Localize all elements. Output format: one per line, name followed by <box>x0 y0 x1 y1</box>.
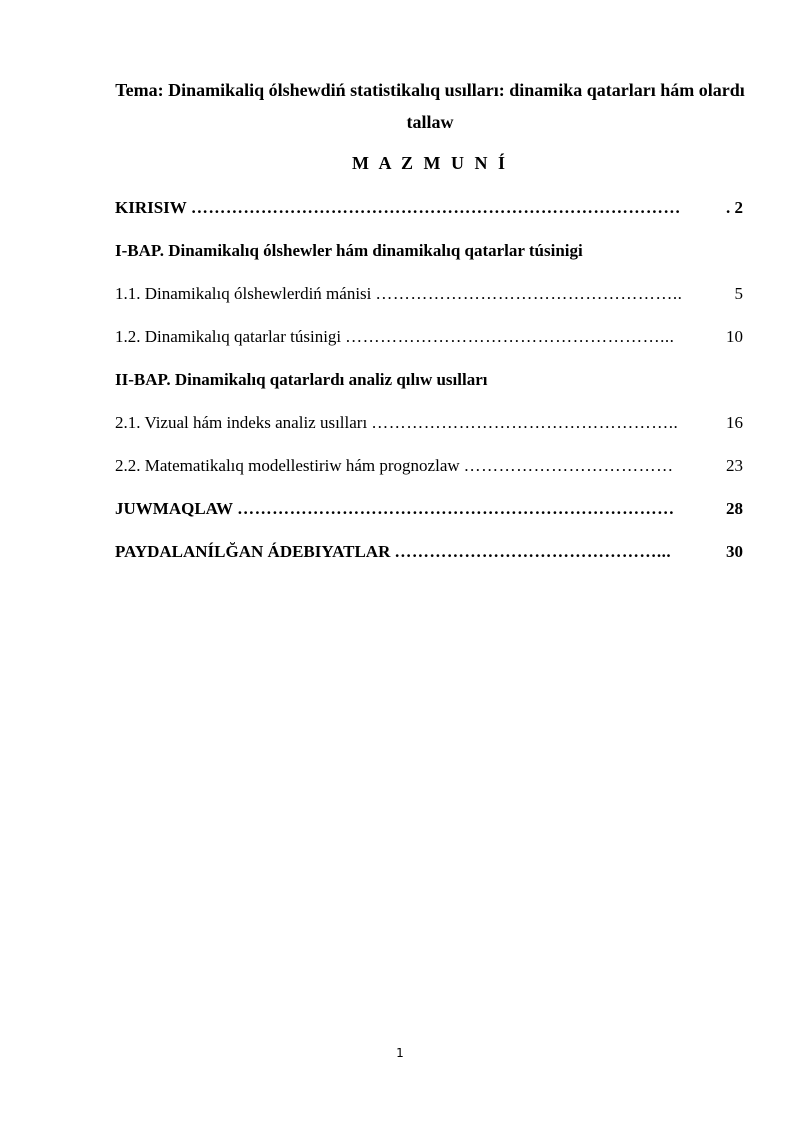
toc-leader-dots: ………………………………………………………………… <box>237 499 675 518</box>
toc-leader-dots: ………………………………………………………………………… <box>190 198 681 217</box>
toc-entry-label: 2.2. Matematikalıq modellestiriw hám prognozlaw <box>115 456 460 475</box>
toc-page-number: 23 <box>726 456 743 475</box>
toc-entry-conclusion <box>115 497 743 521</box>
toc-entry-2-1 <box>115 411 743 435</box>
toc-entry-label: 2.1. Vizual hám indeks analiz usılları <box>115 413 368 432</box>
toc-entry-1-1 <box>115 282 743 306</box>
toc-page-number: 16 <box>726 413 743 432</box>
toc-entry-intro <box>115 196 743 220</box>
toc-chapter-1: I-BAP. Dinamikalıq ólshewler hám dinamikalıq qatarlar túsinigi <box>115 241 583 260</box>
toc-leader-dots: …………………………………………….. <box>375 284 683 303</box>
toc-entry-references <box>115 540 743 564</box>
document-title: Tema: Dinamikaliq ólshewdiń statistikalıq usılları: dinamika qatarları hám olardı tallaw <box>115 80 745 132</box>
toc-leader-dots: …………………………………………….. <box>371 413 679 432</box>
toc-entry-1-2 <box>115 325 743 349</box>
toc-page-number: . 2 <box>726 198 743 217</box>
toc-page-number: 5 <box>734 284 743 303</box>
toc-leader-dots: ……………………………… <box>463 456 674 475</box>
toc-chapter-2: II-BAP. Dinamikalıq qatarlardı analiz qılıw usılları <box>115 370 488 389</box>
toc-page-number: 28 <box>726 499 743 518</box>
toc-page-number: 30 <box>726 542 743 561</box>
page-number: 1 <box>396 1046 404 1060</box>
toc-entry-label: KIRISIW <box>115 198 187 217</box>
contents-heading: M A Z M U N Í <box>352 153 508 173</box>
toc-entry-label: JUWMAQLAW <box>115 499 234 518</box>
toc-page-number: 10 <box>726 327 743 346</box>
toc-entry-label: PAYDALANÍLĞAN ÁDEBIYATLAR <box>115 542 391 561</box>
toc-leader-dots: ………………………………………………... <box>345 327 675 346</box>
toc-entry-label: 1.2. Dinamikalıq qatarlar túsinigi <box>115 327 342 346</box>
toc-leader-dots: ………………………………………... <box>394 542 672 561</box>
toc-entry-2-2 <box>115 454 743 478</box>
toc-entry-label: 1.1. Dinamikalıq ólshewlerdiń mánisi <box>115 284 372 303</box>
